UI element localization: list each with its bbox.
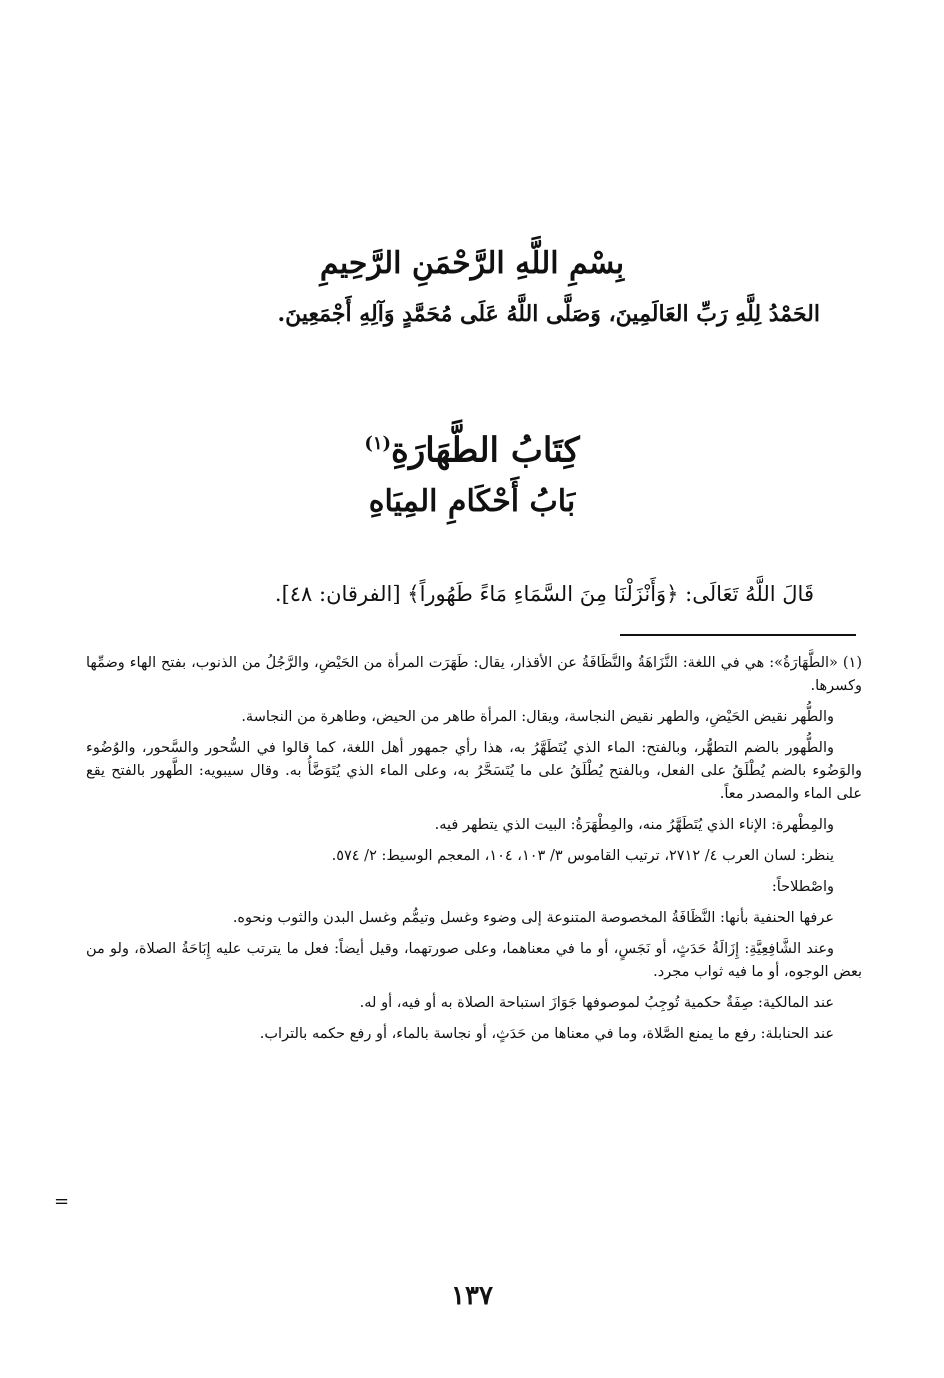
page-number: ١٣٧ [451,1281,493,1311]
footnote-paragraph: والمِطْهرة: الإناء الذي يُتَطَهَّرُ منه، والمِطْهَرَةُ: البيت الذي يتطهر فيه. [434,817,834,833]
book-title: كِتَابُ الطَّهَارَةِ [391,430,580,471]
footnote-paragraph [86,652,862,698]
footnote-number: (١) [842,655,863,671]
footnote-paragraph: عرفها الحنفية بأنها: النَّظَافَةُ المخصوصة المتنوعة إلى وضوء وغسل وتيمُّم وغسل البدن والثوب ونحوه. [232,910,834,926]
basmala: بِسْمِ اللَّهِ الرَّحْمَنِ الرَّحِيمِ [319,246,625,281]
continuation-mark: = [54,1191,70,1212]
footnote-paragraph: والطُّهر نقيض الحَيْضِ، والطهر نقيض النجاسة، ويقال: المرأة طاهر من الحيض، وطاهرة من النجاسة. [241,709,834,725]
footnote-paragraph: والطُّهور بالضم التطهُّر، وبالفتح: الماء الذي يُتَطَهَّرُ به، هذا رأي جمهور أهل اللغة، كما قالوا في السُّحور والسَّحور، والوُضُوء والوَضُوء بالضم يُطْلَقُ على الفعل، وبالفتح يُطْلَقُ على ما يُتَسَحَّرُ به، وعلى الماء الذي يُتَوَضَّأُ به. وقال سيبويه: الطَّهور بالفتح يقع على الماء والمصدر معاً. [86,740,862,802]
footnote-paragraph: عند الحنابلة: رفع ما يمنع الصَّلاة، وما في معناها من حَدَثٍ، أو نجاسة بالماء، أو رفع حكمه بالتراب. [259,1026,834,1042]
book-footnote-ref: (١) [364,433,392,454]
footnote-separator [620,634,856,636]
footnote-paragraph: واصْطلاحاً: [771,879,834,895]
chapter-title: بَابُ أَحْكَامِ المِيَاهِ [368,484,576,519]
footnote-text: «الطَّهَارَةُ»: هي في اللغة: النَّزَاهَةُ والنَّظَافَةُ عن الأقذار، يقال: طَهَرَت المرأة من الحَيْضِ، والرَّجُلُ من الذنوب، بفتح الهاء وضمِّها وكسرها. [86,655,862,694]
book-title-block [300,416,644,478]
quran-quote: قَالَ اللَّهُ تَعَالَى: ﴿وَأَنْزَلْنَا مِنَ السَّمَاءِ مَاءً طَهُوراً﴾ [الفرقان: ٤٨]. [274,582,814,606]
footnote-paragraph: ينظر: لسان العرب ٤/ ٢٧١٢، ترتيب القاموس ٣/ ١٠٣، ١٠٤، المعجم الوسيط: ٢/ ٥٧٤. [331,848,834,864]
footnote-paragraph: عند المالكية: صِفَةٌ حكمية تُوجِبُ لموصوفها جَوَازَ استباحة الصلاة به أو فيه، أو له. [359,995,834,1011]
footnotes [86,652,862,1054]
footnote-paragraph: وعند الشَّافِعِيَّةِ: إِزَالَةُ حَدَثٍ، أو نَجَسٍ، أو ما في معناهما، وعلى صورتهما، وقيل أيضاً: فعل ما يترتب عليه إِبَاحَةُ الصلاة، ولو من بعض الوجوه، أو ما فيه ثواب مجرد. [86,941,862,980]
hamd-line: الحَمْدُ لِلَّهِ رَبِّ العَالَمِينَ، وَصَلَّى اللَّهُ عَلَى مُحَمَّدٍ وَآلِهِ أَجْمَعِينَ. [277,301,820,327]
